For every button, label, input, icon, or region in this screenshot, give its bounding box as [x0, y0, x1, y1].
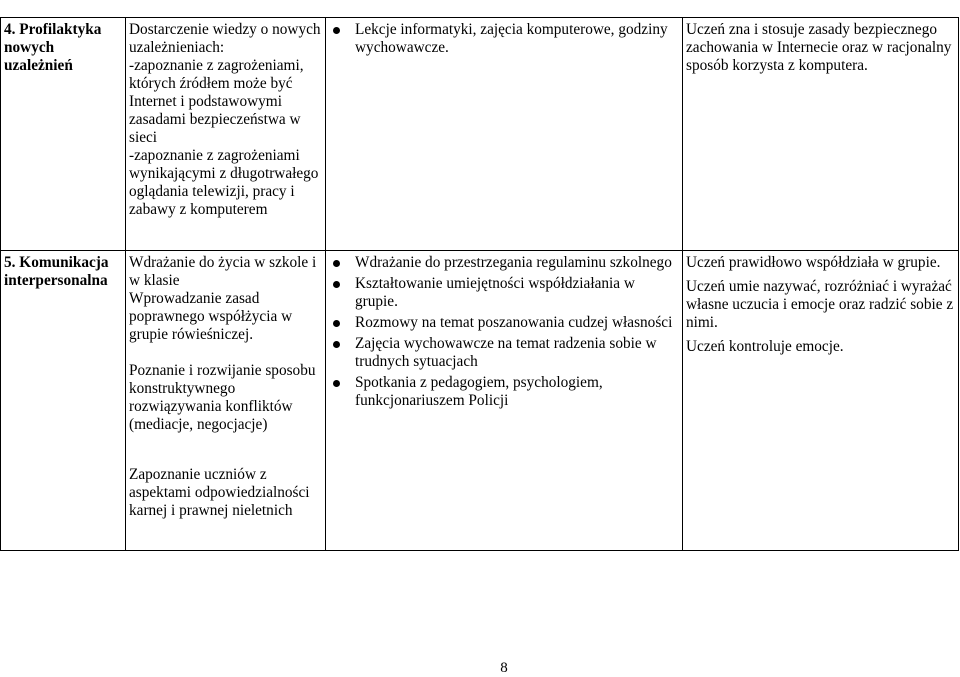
- content-cell: [126, 251, 326, 551]
- forms-cell: [326, 18, 683, 251]
- bullet-icon: [333, 27, 340, 34]
- list-item: Kształtowanie umiejętności współdziałania w grupie.: [355, 275, 679, 311]
- topic-cell: [1, 251, 126, 551]
- content-cell: [126, 18, 326, 251]
- list-item: Spotkania z pedagogiem, psychologiem, funkcjonariuszem Policji: [355, 374, 679, 410]
- bullet-icon: [333, 341, 340, 348]
- list-item: Rozmowy na temat poszanowania cudzej własności: [355, 314, 679, 332]
- content-text: Zapoznanie uczniów z aspektami odpowiedzialności karnej i prawnej nieletnich: [129, 466, 310, 519]
- program-table: [0, 17, 959, 551]
- content-text: -zapoznanie z zagrożeniami, których źródłem może być Internet i podstawowymi zasadami bezpieczeństwa w sieci: [129, 57, 304, 146]
- bullet-icon: [333, 260, 340, 267]
- bullet-icon: [333, 380, 340, 387]
- topic-title: 4. Profilaktyka nowych uzależnień: [4, 21, 102, 74]
- table-row: [1, 18, 959, 251]
- bullet-icon: [333, 281, 340, 288]
- content-text: Poznanie i rozwijanie sposobu konstruktywnego rozwiązywania konfliktów (mediacje, negocjacje): [129, 362, 316, 433]
- content-text: Wdrażanie do życia w szkole i w klasie: [129, 254, 317, 289]
- bullet-icon: [333, 320, 340, 327]
- content-text: -zapoznanie z zagrożeniami wynikającymi z długotrwałego oglądania telewizji, pracy i zabawy z komputerem: [129, 147, 319, 218]
- outcomes-cell: [683, 18, 959, 251]
- content-text: Wprowadzanie zasad poprawnego współżycia w grupie rówieśniczej.: [129, 290, 293, 343]
- topic-title: 5. Komunikacja interpersonalna: [4, 254, 109, 289]
- forms-list: [329, 254, 679, 410]
- list-item: Zajęcia wychowawcze na temat radzenia sobie w trudnych sytuacjach: [355, 335, 679, 371]
- outcome-text: Uczeń zna i stosuje zasady bezpiecznego zachowania w Internecie oraz w racjonalny sposób korzysta z komputera.: [686, 21, 952, 74]
- table-row: [1, 251, 959, 551]
- forms-cell: [326, 251, 683, 551]
- page-number: 8: [500, 660, 508, 676]
- outcome-text: Uczeń umie nazywać, rozróżniać i wyrażać własne uczucia i emocje oraz radzić sobie z nimi.: [686, 278, 954, 331]
- topic-cell: [1, 18, 126, 251]
- list-item: Lekcje informatyki, zajęcia komputerowe, godziny wychowawcze.: [355, 21, 679, 57]
- forms-list: [329, 21, 679, 57]
- content-text: Dostarczenie wiedzy o nowych uzależnieniach:: [129, 21, 321, 56]
- outcome-text: Uczeń prawidłowo współdziała w grupie.: [686, 254, 941, 271]
- list-item: Wdrażanie do przestrzegania regulaminu szkolnego: [355, 254, 679, 272]
- outcomes-cell: [683, 251, 959, 551]
- outcome-text: Uczeń kontroluje emocje.: [686, 338, 844, 355]
